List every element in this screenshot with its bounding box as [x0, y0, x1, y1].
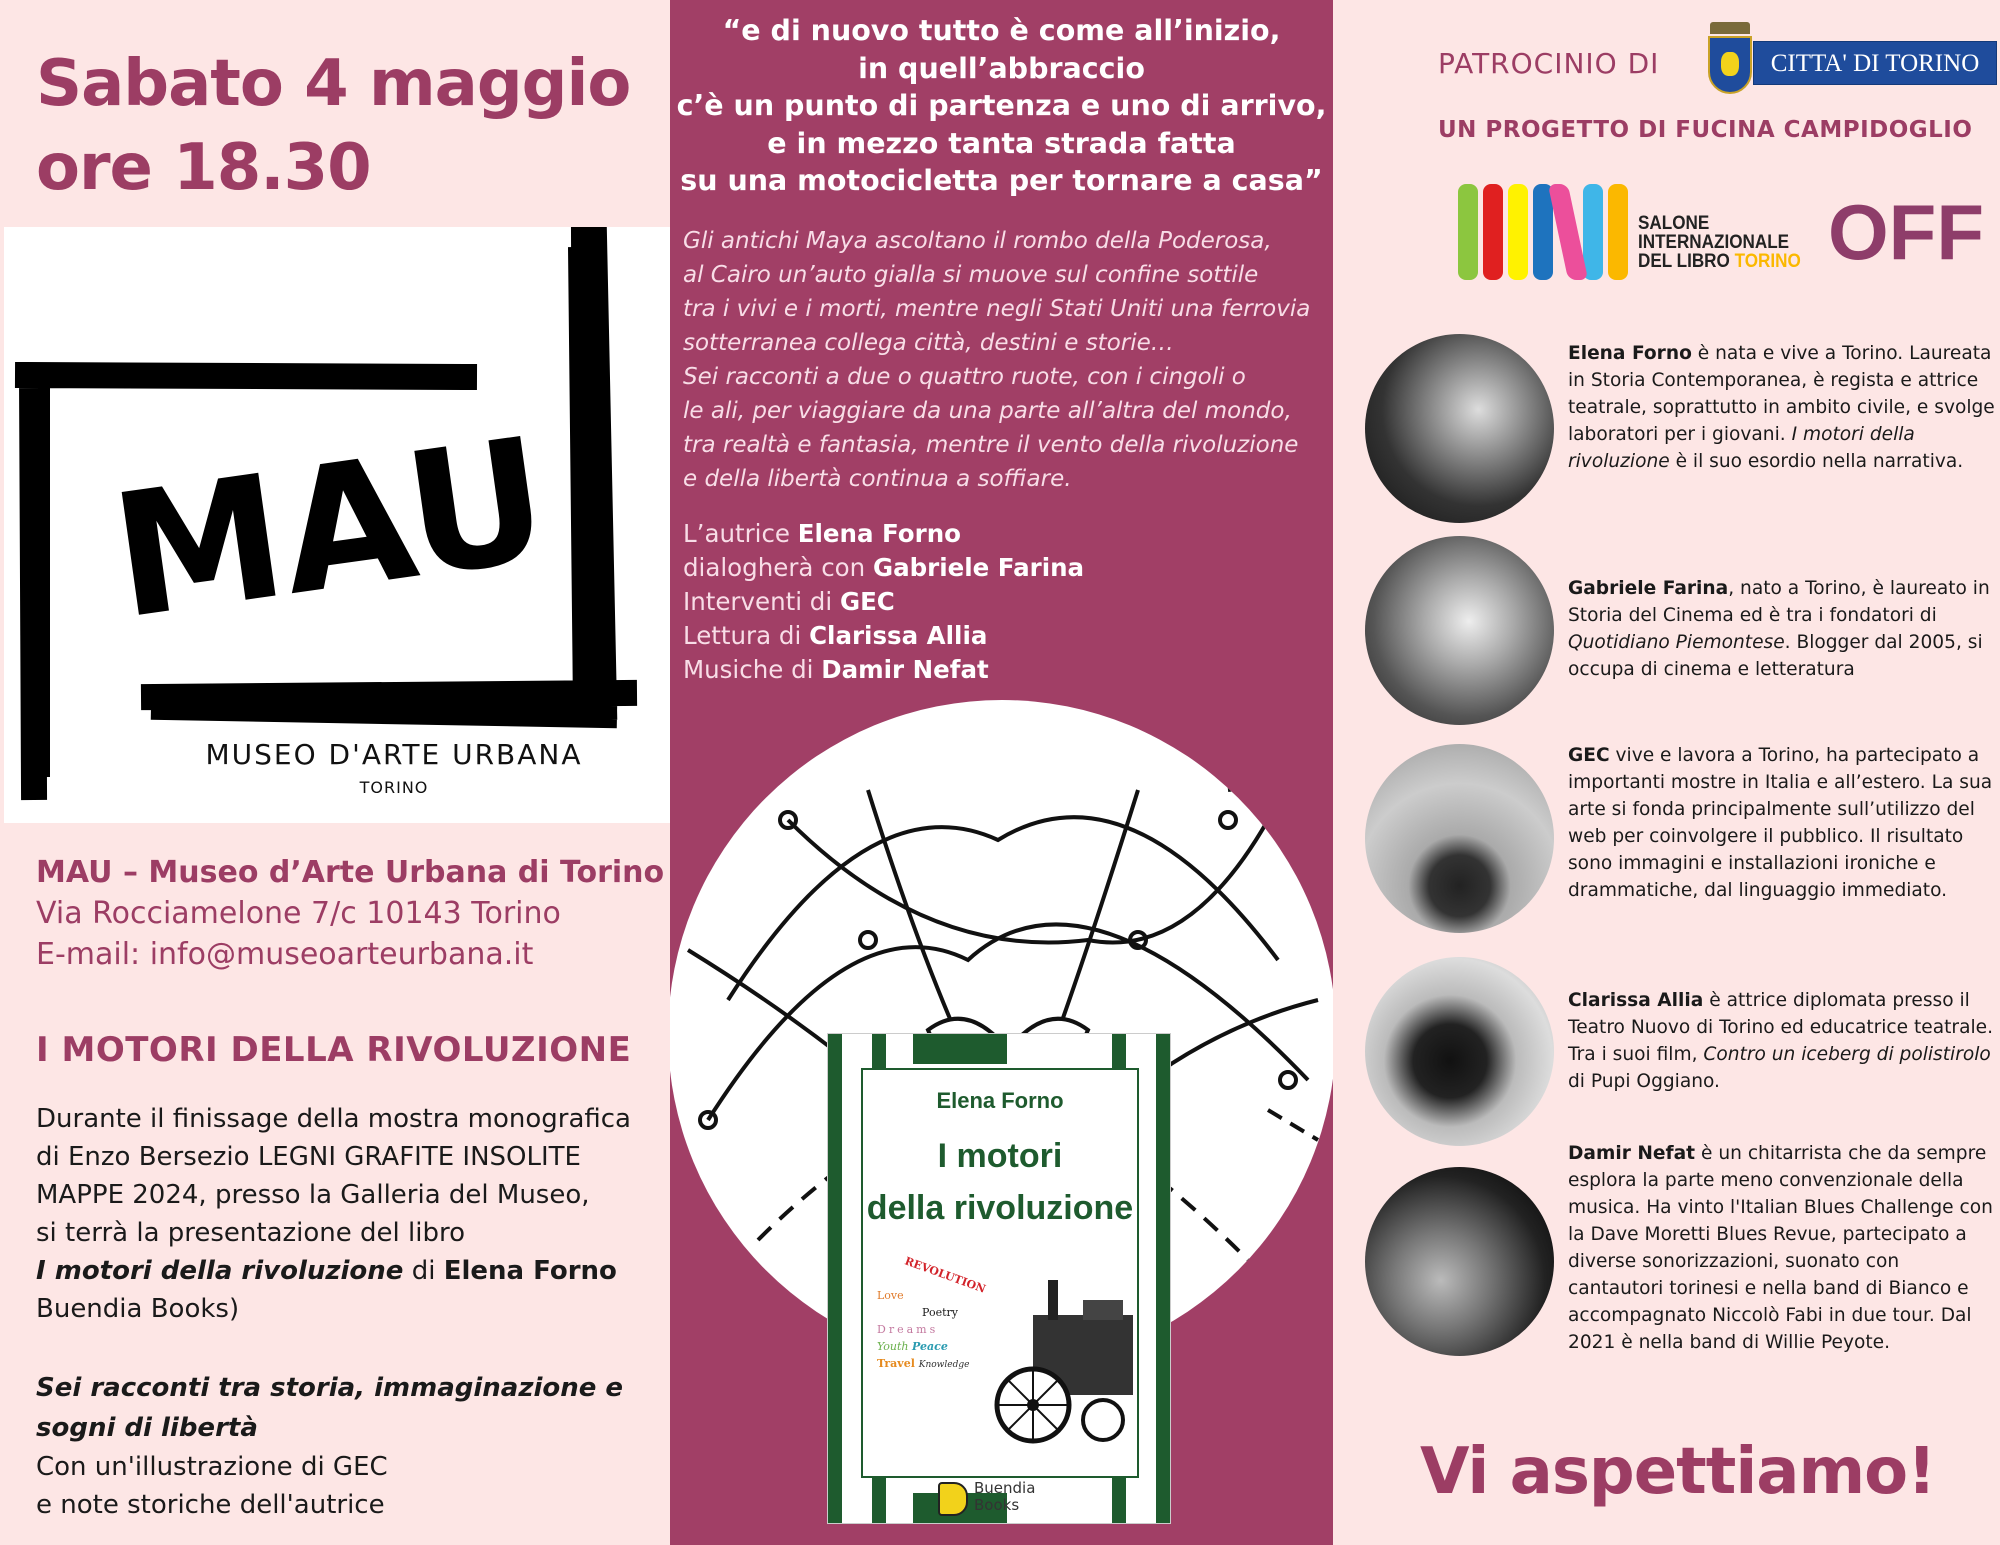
credit-line — [683, 585, 1084, 619]
bio-text: . Blogger dal 2005, si occupa di cinema e letteratura — [1568, 632, 1983, 680]
note-line: e note storiche dell'autrice — [36, 1490, 385, 1520]
quote-line: e in mezzo tanta strada fatta — [767, 126, 1236, 160]
cover-word: Knowledge — [918, 1360, 970, 1370]
cover-title-line: della rivoluzione — [866, 1189, 1134, 1227]
cover-stripe — [913, 1034, 1007, 1064]
book-title: I motori della rivoluzione — [36, 1256, 404, 1286]
cover-word: Poetry — [922, 1306, 958, 1319]
synopsis-line: sotterranea collega città, destini e storie… — [683, 330, 1174, 356]
desc-line — [36, 1252, 656, 1290]
synopsis-line: Gli antichi Maya ascoltano il rombo della Poderosa, — [683, 228, 1272, 254]
elena-forno-photo — [1365, 334, 1554, 523]
credit-label: Interventi di — [683, 587, 840, 616]
cover-stripe — [828, 1034, 842, 1523]
salone-line: DEL LIBRO — [1638, 251, 1735, 272]
desc-line: MAPPE 2024, presso la Galleria del Museo, — [36, 1180, 590, 1210]
publisher-line: Buendia — [974, 1479, 1036, 1497]
salone-off: OFF — [1828, 188, 1984, 276]
cover-word: REVOLUTION — [902, 1254, 988, 1296]
venue-name — [36, 852, 664, 893]
venue-email[interactable]: E-mail: info@museoarteurbana.it — [36, 937, 534, 972]
synopsis-line: al Cairo un’auto gialla si muove sul confine sottile — [683, 262, 1259, 288]
date-line: Sabato 4 maggio — [36, 47, 631, 121]
cover-word: Travel — [877, 1357, 915, 1370]
bio-italic: Contro un iceberg di polistirolo — [1703, 1044, 1991, 1065]
credit-name: Clarissa Allia — [809, 621, 988, 650]
bio-gec — [1568, 742, 1998, 904]
middle-column — [670, 0, 1333, 1545]
synopsis-line: le ali, per viaggiare da una parte all’altra del mondo, — [683, 398, 1292, 424]
synopsis-line: tra i vivi e i morti, mentre negli Stati Uniti una ferrovia — [683, 296, 1311, 322]
salone-torino: TORINO — [1734, 251, 1801, 272]
cover-panel — [861, 1068, 1139, 1478]
cover-author: Elena Forno — [936, 1088, 1064, 1113]
credit-label: Lettura di — [683, 621, 810, 650]
event-date-title — [36, 42, 630, 210]
book-author: Elena Forno — [443, 1256, 617, 1286]
bio-elena-forno — [1568, 340, 1998, 475]
bio-text: è attrice diplomata presso il Teatro Nuovo di Torino ed educatrice teatrale. Tra i suoi film, — [1568, 990, 1993, 1065]
desc-line: di Enzo Bersezio LEGNI GRAFITE INSOLITE — [36, 1142, 581, 1172]
cover-stripe — [1156, 1034, 1170, 1523]
book-heading: I MOTORI DELLA RIVOLUZIONE — [36, 1030, 632, 1070]
bio-text: vive e lavora a Torino, ha partecipato a importanti mostre in Italia e all’estero. La sua arte si fonda principalmente sull’utilizzo del web per coinvolgere il pubblico. Il risultato sono immagini e installazioni ironiche e drammatiche, dal linguaggio immediato. — [1568, 745, 1993, 901]
cover-word: Love — [877, 1289, 904, 1302]
left-column — [0, 0, 670, 1545]
event-credits — [683, 517, 1084, 687]
book-tagline-block — [36, 1368, 656, 1524]
book-tagline: Sei racconti tra storia, immaginazione e sogni di libertà — [36, 1373, 624, 1443]
quote-line: “e di nuovo tutto è come all’inizio, — [722, 14, 1281, 47]
synopsis-line: Sei racconti a due o quattro ruote, con i cingoli o — [683, 364, 1246, 390]
salone-color-bars-icon — [1458, 184, 1628, 280]
cover-title-line: I motori — [937, 1137, 1063, 1175]
credit-label: L’autrice — [683, 519, 798, 548]
quote-line: in quell’abbraccio — [858, 51, 1145, 85]
credit-label: Musiche di — [683, 655, 822, 684]
salone-line: SALONE — [1638, 213, 1710, 234]
credit-name: Elena Forno — [797, 519, 961, 548]
mau-frame-graphic — [4, 227, 670, 823]
mau-logo — [4, 227, 670, 823]
steam-engine-icon — [993, 1275, 1139, 1445]
bio-damir-nefat — [1568, 1140, 1998, 1356]
gabriele-farina-photo — [1365, 536, 1554, 725]
credit-line — [683, 653, 1084, 687]
gec-photo — [1365, 744, 1554, 933]
credit-name: Gabriele Farina — [872, 553, 1085, 582]
bio-gabriele-farina — [1568, 575, 1998, 683]
citta-di-torino-logo: CITTA' DI TORINO — [1753, 41, 1997, 85]
synopsis-line: tra realtà e fantasia, mentre il vento della rivoluzione — [683, 432, 1299, 458]
synopsis-line: e della libertà continua a soffiare. — [683, 466, 1072, 492]
bio-italic: I motori della rivoluzione — [1568, 424, 1915, 472]
right-column — [1333, 0, 2000, 1545]
quote-line: c’è un punto di partenza e uno di arrivo, — [676, 89, 1327, 122]
torino-crest-icon — [1706, 22, 1754, 100]
credit-name: Damir Nefat — [821, 655, 989, 684]
cover-title — [863, 1130, 1137, 1234]
time-line: ore 18.30 — [36, 131, 371, 205]
credit-line — [683, 551, 1084, 585]
bio-name: Gabriele Farina — [1568, 578, 1729, 599]
cover-publisher — [974, 1480, 1035, 1514]
salone-line: INTERNAZIONALE — [1638, 232, 1790, 253]
desc-di: di — [403, 1256, 444, 1286]
bio-name: Damir Nefat — [1568, 1143, 1696, 1164]
bio-text: è un chitarrista che da sempre esplora la parte meno convenzionale della musica. Ha vinto l'Italian Blues Challenge con la Dave Moretti Blues Revue, partecipato a diverse sonorizzazioni, suonato con cantautori torinesi e nella band di Bianco e accompagnato Niccolò Fabi in due tour. Dal 2021 è nella band di Willie Peyote. — [1568, 1143, 1993, 1353]
book-synopsis — [683, 224, 1328, 496]
bio-name: Elena Forno — [1568, 343, 1692, 364]
cover-word: Dreams — [877, 1323, 939, 1336]
bio-name: Clarissa Allia — [1568, 990, 1704, 1011]
book-cover — [827, 1033, 1171, 1524]
venue-short: MAU — [36, 855, 113, 890]
venue-info — [36, 852, 664, 975]
bio-text: è il suo esordio nella narrativa. — [1669, 451, 1964, 472]
credit-label: dialogherà con — [683, 553, 873, 582]
bio-text: di Pupi Oggiano. — [1568, 1071, 1720, 1092]
mau-mark: MAU — [101, 401, 559, 658]
buendia-logo-icon — [938, 1482, 968, 1516]
museum-city: TORINO — [359, 778, 429, 797]
event-description — [36, 1100, 656, 1328]
book-publisher: Buendia Books) — [36, 1294, 240, 1324]
credit-name: GEC — [839, 587, 895, 616]
project-credit: UN PROGETTO DI FUCINA CAMPIDOGLIO — [1438, 117, 1973, 143]
publisher-line: Books — [974, 1496, 1020, 1514]
bio-text: , nato a Torino, è laureato in Storia del Cinema ed è tra i fondatori di — [1568, 578, 1990, 626]
cover-word: Peace — [912, 1340, 948, 1353]
closing-message: Vi aspettiamo! — [1420, 1435, 1936, 1509]
patronage-label: PATROCINIO DI — [1438, 47, 1660, 80]
desc-line: Durante il finissage della mostra monografica — [36, 1104, 631, 1134]
credit-line — [683, 517, 1084, 551]
clarissa-allia-photo — [1365, 957, 1554, 1146]
cover-word: Youth — [877, 1340, 909, 1353]
damir-nefat-photo — [1365, 1167, 1554, 1356]
bio-italic: Quotidiano Piemontese — [1568, 632, 1785, 653]
venue-address: Via Rocciamelone 7/c 10143 Torino — [36, 896, 561, 931]
salone-text — [1638, 214, 1801, 271]
bio-clarissa-allia — [1568, 987, 1998, 1095]
quote-line: su una motocicletta per tornare a casa” — [680, 164, 1323, 197]
salone-off-logo — [1458, 178, 1984, 283]
desc-line: si terrà la presentazione del libro — [36, 1218, 466, 1248]
cover-word-cloud — [877, 1254, 1007, 1374]
venue-full: – Museo d’Arte Urbana di Torino — [112, 855, 665, 890]
note-line: Con un'illustrazione di GEC — [36, 1452, 388, 1482]
book-quote — [670, 12, 1333, 200]
museum-name: MUSEO D'ARTE URBANA — [205, 738, 583, 771]
credit-line — [683, 619, 1084, 653]
bio-name: GEC — [1568, 745, 1610, 766]
bio-text: è nata e vive a Torino. Laureata in Storia Contemporanea, è regista e attrice teatrale, soprattutto in ambito civile, e svolge laboratori per i giovani. — [1568, 343, 1995, 445]
